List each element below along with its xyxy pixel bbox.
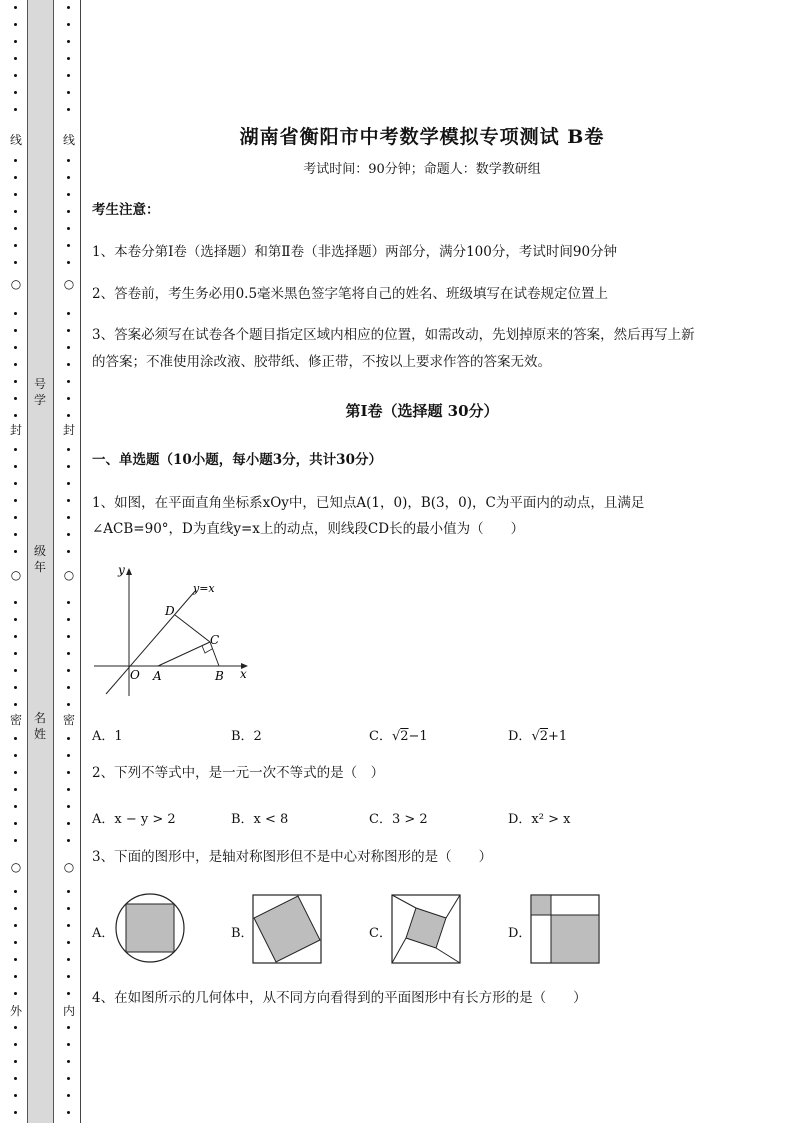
circle-marker: ○ <box>10 277 22 291</box>
dot <box>67 363 70 366</box>
tilted-inner-square <box>406 908 446 948</box>
notice-item-3: 3、答案必须写在试卷各个题目指定区域内相应的位置，如需改动，先划掉原来的答案，然后再写上新 <box>92 327 695 343</box>
inner-square <box>126 904 174 952</box>
dot <box>67 261 70 264</box>
dot <box>14 57 17 60</box>
dot <box>67 193 70 196</box>
label-y-equals-x: y=x <box>193 582 215 595</box>
y-axis-arrow <box>126 568 132 575</box>
pinwheel-line <box>392 938 406 963</box>
dot <box>67 754 70 757</box>
dot <box>67 499 70 502</box>
label-b: B <box>215 669 224 683</box>
q1-coordinate-figure <box>92 560 257 700</box>
circle-marker: ○ <box>63 860 75 874</box>
sqrt-sign: √ <box>531 729 540 744</box>
dot <box>14 91 17 94</box>
dot <box>14 74 17 77</box>
dot <box>67 1077 70 1080</box>
binding-marker: 线 <box>10 133 23 147</box>
dot <box>14 754 17 757</box>
dot <box>14 108 17 111</box>
q3-figure-d-partitioned-square <box>530 894 600 964</box>
dot <box>67 941 70 944</box>
student-number-label: 号 学 <box>33 377 46 407</box>
q3-option-b-label[interactable]: B． <box>231 926 254 941</box>
dot <box>14 771 17 774</box>
q1-text-line2: ∠ACB=90°，D为直线y=x上的动点，则线段CD长的最小值为（ ） <box>92 521 525 537</box>
dot <box>14 499 17 502</box>
dot <box>67 1026 70 1029</box>
q2-text: 2、下列不等式中，是一元一次不等式的是（ ） <box>92 765 385 781</box>
dot <box>67 108 70 111</box>
dot <box>14 1077 17 1080</box>
q3-option-c-label[interactable]: C． <box>369 926 392 941</box>
dot <box>67 839 70 842</box>
q1-option-b[interactable]: B．2 <box>231 729 262 744</box>
dot <box>14 23 17 26</box>
name-label: 名 姓 <box>33 711 46 741</box>
dot <box>67 23 70 26</box>
inner-dotted-line <box>63 0 75 1123</box>
dot <box>67 1111 70 1114</box>
dot <box>14 669 17 672</box>
q3-figure-a-square-in-circle <box>114 892 186 964</box>
dot <box>14 465 17 468</box>
dot <box>14 159 17 162</box>
dot <box>67 788 70 791</box>
dot <box>14 975 17 978</box>
dot <box>14 703 17 706</box>
outer-dotted-line <box>10 0 22 1123</box>
dot <box>14 822 17 825</box>
dot <box>67 618 70 621</box>
section-single-choice: 一、单选题（10小题，每小题3分，共计30分） <box>92 452 382 468</box>
dot <box>67 227 70 230</box>
exam-title: 湖南省衡阳市中考数学模拟专项测试 B卷 <box>239 126 605 148</box>
binding-marker: 密 <box>10 713 23 727</box>
dot <box>67 6 70 9</box>
dot <box>14 414 17 417</box>
circle-marker: ○ <box>10 568 22 582</box>
segment-ac <box>158 642 210 666</box>
dot <box>14 941 17 944</box>
dot <box>67 1043 70 1046</box>
pinwheel-line <box>436 948 460 963</box>
q1-option-c[interactable]: C．√2−1 <box>369 729 428 744</box>
dot <box>14 1060 17 1063</box>
dot <box>67 822 70 825</box>
notice-heading: 考生注意： <box>92 202 160 218</box>
dot <box>67 703 70 706</box>
binding-marker: 封 <box>63 423 76 437</box>
binding-edge-line <box>80 0 81 1123</box>
label-c: C <box>210 633 220 647</box>
dot <box>14 805 17 808</box>
q2-option-a[interactable]: A．x − y > 2 <box>92 812 176 827</box>
label-x: x <box>240 667 247 681</box>
dot <box>67 516 70 519</box>
dot <box>67 601 70 604</box>
sqrt-sign: √ <box>391 729 401 744</box>
pinwheel-line <box>446 895 460 918</box>
dot <box>14 227 17 230</box>
binding-marker: 内 <box>63 1004 76 1018</box>
dot <box>67 482 70 485</box>
dot <box>67 686 70 689</box>
dot <box>67 244 70 247</box>
dot <box>14 448 17 451</box>
dot <box>67 652 70 655</box>
dot <box>14 244 17 247</box>
dot <box>14 6 17 9</box>
small-square <box>531 895 551 915</box>
q3-option-a-label[interactable]: A． <box>92 926 115 941</box>
notice-item-1: 1、本卷分第I卷（选择题）和第Ⅱ卷（非选择题）两部分，满分100分，考试时间90分钟 <box>92 244 618 260</box>
dot <box>14 1043 17 1046</box>
binding-marker: 外 <box>10 1004 23 1018</box>
dot <box>67 550 70 553</box>
dot <box>67 635 70 638</box>
dot <box>67 737 70 740</box>
binding-marker: 线 <box>63 133 76 147</box>
dot <box>67 958 70 961</box>
q2-option-b[interactable]: B．x < 8 <box>231 812 289 827</box>
dot <box>67 1060 70 1063</box>
dot <box>14 1111 17 1114</box>
dot <box>67 210 70 213</box>
q1-text-line1: 1、如图，在平面直角坐标系xOy中，已知点A(1，0)，B(3，0)，C为平面内的动点，且满足 <box>92 495 645 511</box>
circle-marker: ○ <box>10 860 22 874</box>
dot <box>67 669 70 672</box>
dot <box>14 40 17 43</box>
label-d: D <box>165 604 175 618</box>
q4-text: 4、在如图所示的几何体中，从不同方向看得到的平面图形中有长方形的是（ ） <box>92 990 587 1006</box>
dot <box>14 363 17 366</box>
dot <box>67 346 70 349</box>
dot <box>67 380 70 383</box>
dot <box>67 312 70 315</box>
q3-figure-b-tilted-square <box>252 894 322 964</box>
dot <box>67 465 70 468</box>
dot <box>14 1094 17 1097</box>
dot <box>67 414 70 417</box>
q1-option-a[interactable]: A．1 <box>92 729 123 744</box>
segment-dc <box>175 615 210 642</box>
dot <box>14 618 17 621</box>
dot <box>14 601 17 604</box>
q3-figure-c-pinwheel-square <box>391 894 461 964</box>
q1-option-d[interactable]: D．√2+1 <box>508 729 568 744</box>
dot <box>67 397 70 400</box>
dot <box>67 907 70 910</box>
dot <box>67 1094 70 1097</box>
dot <box>14 890 17 893</box>
pinwheel-line <box>392 895 416 908</box>
q2-option-d[interactable]: D．x² > x <box>508 812 571 827</box>
line-y-equals-x <box>106 590 196 694</box>
q3-option-d-label[interactable]: D． <box>508 926 532 941</box>
label-y: y <box>118 563 125 577</box>
label-o: O <box>130 668 140 682</box>
grade-label: 级 年 <box>33 544 46 574</box>
dot <box>67 74 70 77</box>
dot <box>67 57 70 60</box>
dot <box>67 91 70 94</box>
dot <box>67 771 70 774</box>
dot <box>14 329 17 332</box>
q2-option-c[interactable]: C．3 > 2 <box>369 812 428 827</box>
dot <box>14 210 17 213</box>
dot <box>14 686 17 689</box>
binding-margin <box>0 0 84 1123</box>
dot <box>67 992 70 995</box>
dot <box>14 992 17 995</box>
dot <box>14 839 17 842</box>
circle-marker: ○ <box>63 277 75 291</box>
dot <box>14 346 17 349</box>
dot <box>14 380 17 383</box>
dot <box>14 397 17 400</box>
notice-item-2: 2、答卷前，考生务必用0.5毫米黑色签字笔将自己的姓名、班级填写在试卷规定位置上 <box>92 286 609 302</box>
notice-item-3-cont: 的答案；不准使用涂改液、胶带纸、修正带，不按以上要求作答的答案无效。 <box>92 354 551 370</box>
dot <box>14 312 17 315</box>
dot <box>14 533 17 536</box>
dot <box>14 958 17 961</box>
dot <box>67 448 70 451</box>
dot <box>14 176 17 179</box>
dot <box>14 652 17 655</box>
exam-subtitle: 考试时间：90分钟；命题人：数学教研组 <box>303 162 541 177</box>
dot <box>14 261 17 264</box>
label-a: A <box>153 669 162 683</box>
dot <box>67 159 70 162</box>
binding-marker: 封 <box>10 423 23 437</box>
dot <box>67 40 70 43</box>
binding-marker: 密 <box>63 713 76 727</box>
dot <box>14 907 17 910</box>
dot <box>14 516 17 519</box>
dot <box>14 635 17 638</box>
dot <box>67 805 70 808</box>
dot <box>14 193 17 196</box>
dot <box>14 550 17 553</box>
dot <box>14 1026 17 1029</box>
large-square <box>551 915 599 963</box>
dot <box>67 924 70 927</box>
dot <box>14 737 17 740</box>
dot <box>14 788 17 791</box>
dot <box>14 924 17 927</box>
q3-text: 3、下面的图形中，是轴对称图形但不是中心对称图形的是（ ） <box>92 849 493 865</box>
dot <box>14 482 17 485</box>
circle-marker: ○ <box>63 568 75 582</box>
dot <box>67 176 70 179</box>
dot <box>67 329 70 332</box>
dot <box>67 890 70 893</box>
tilted-inner-square <box>254 896 320 962</box>
part1-title: 第I卷（选择题 30分） <box>345 402 499 420</box>
dot <box>67 533 70 536</box>
dot <box>67 975 70 978</box>
